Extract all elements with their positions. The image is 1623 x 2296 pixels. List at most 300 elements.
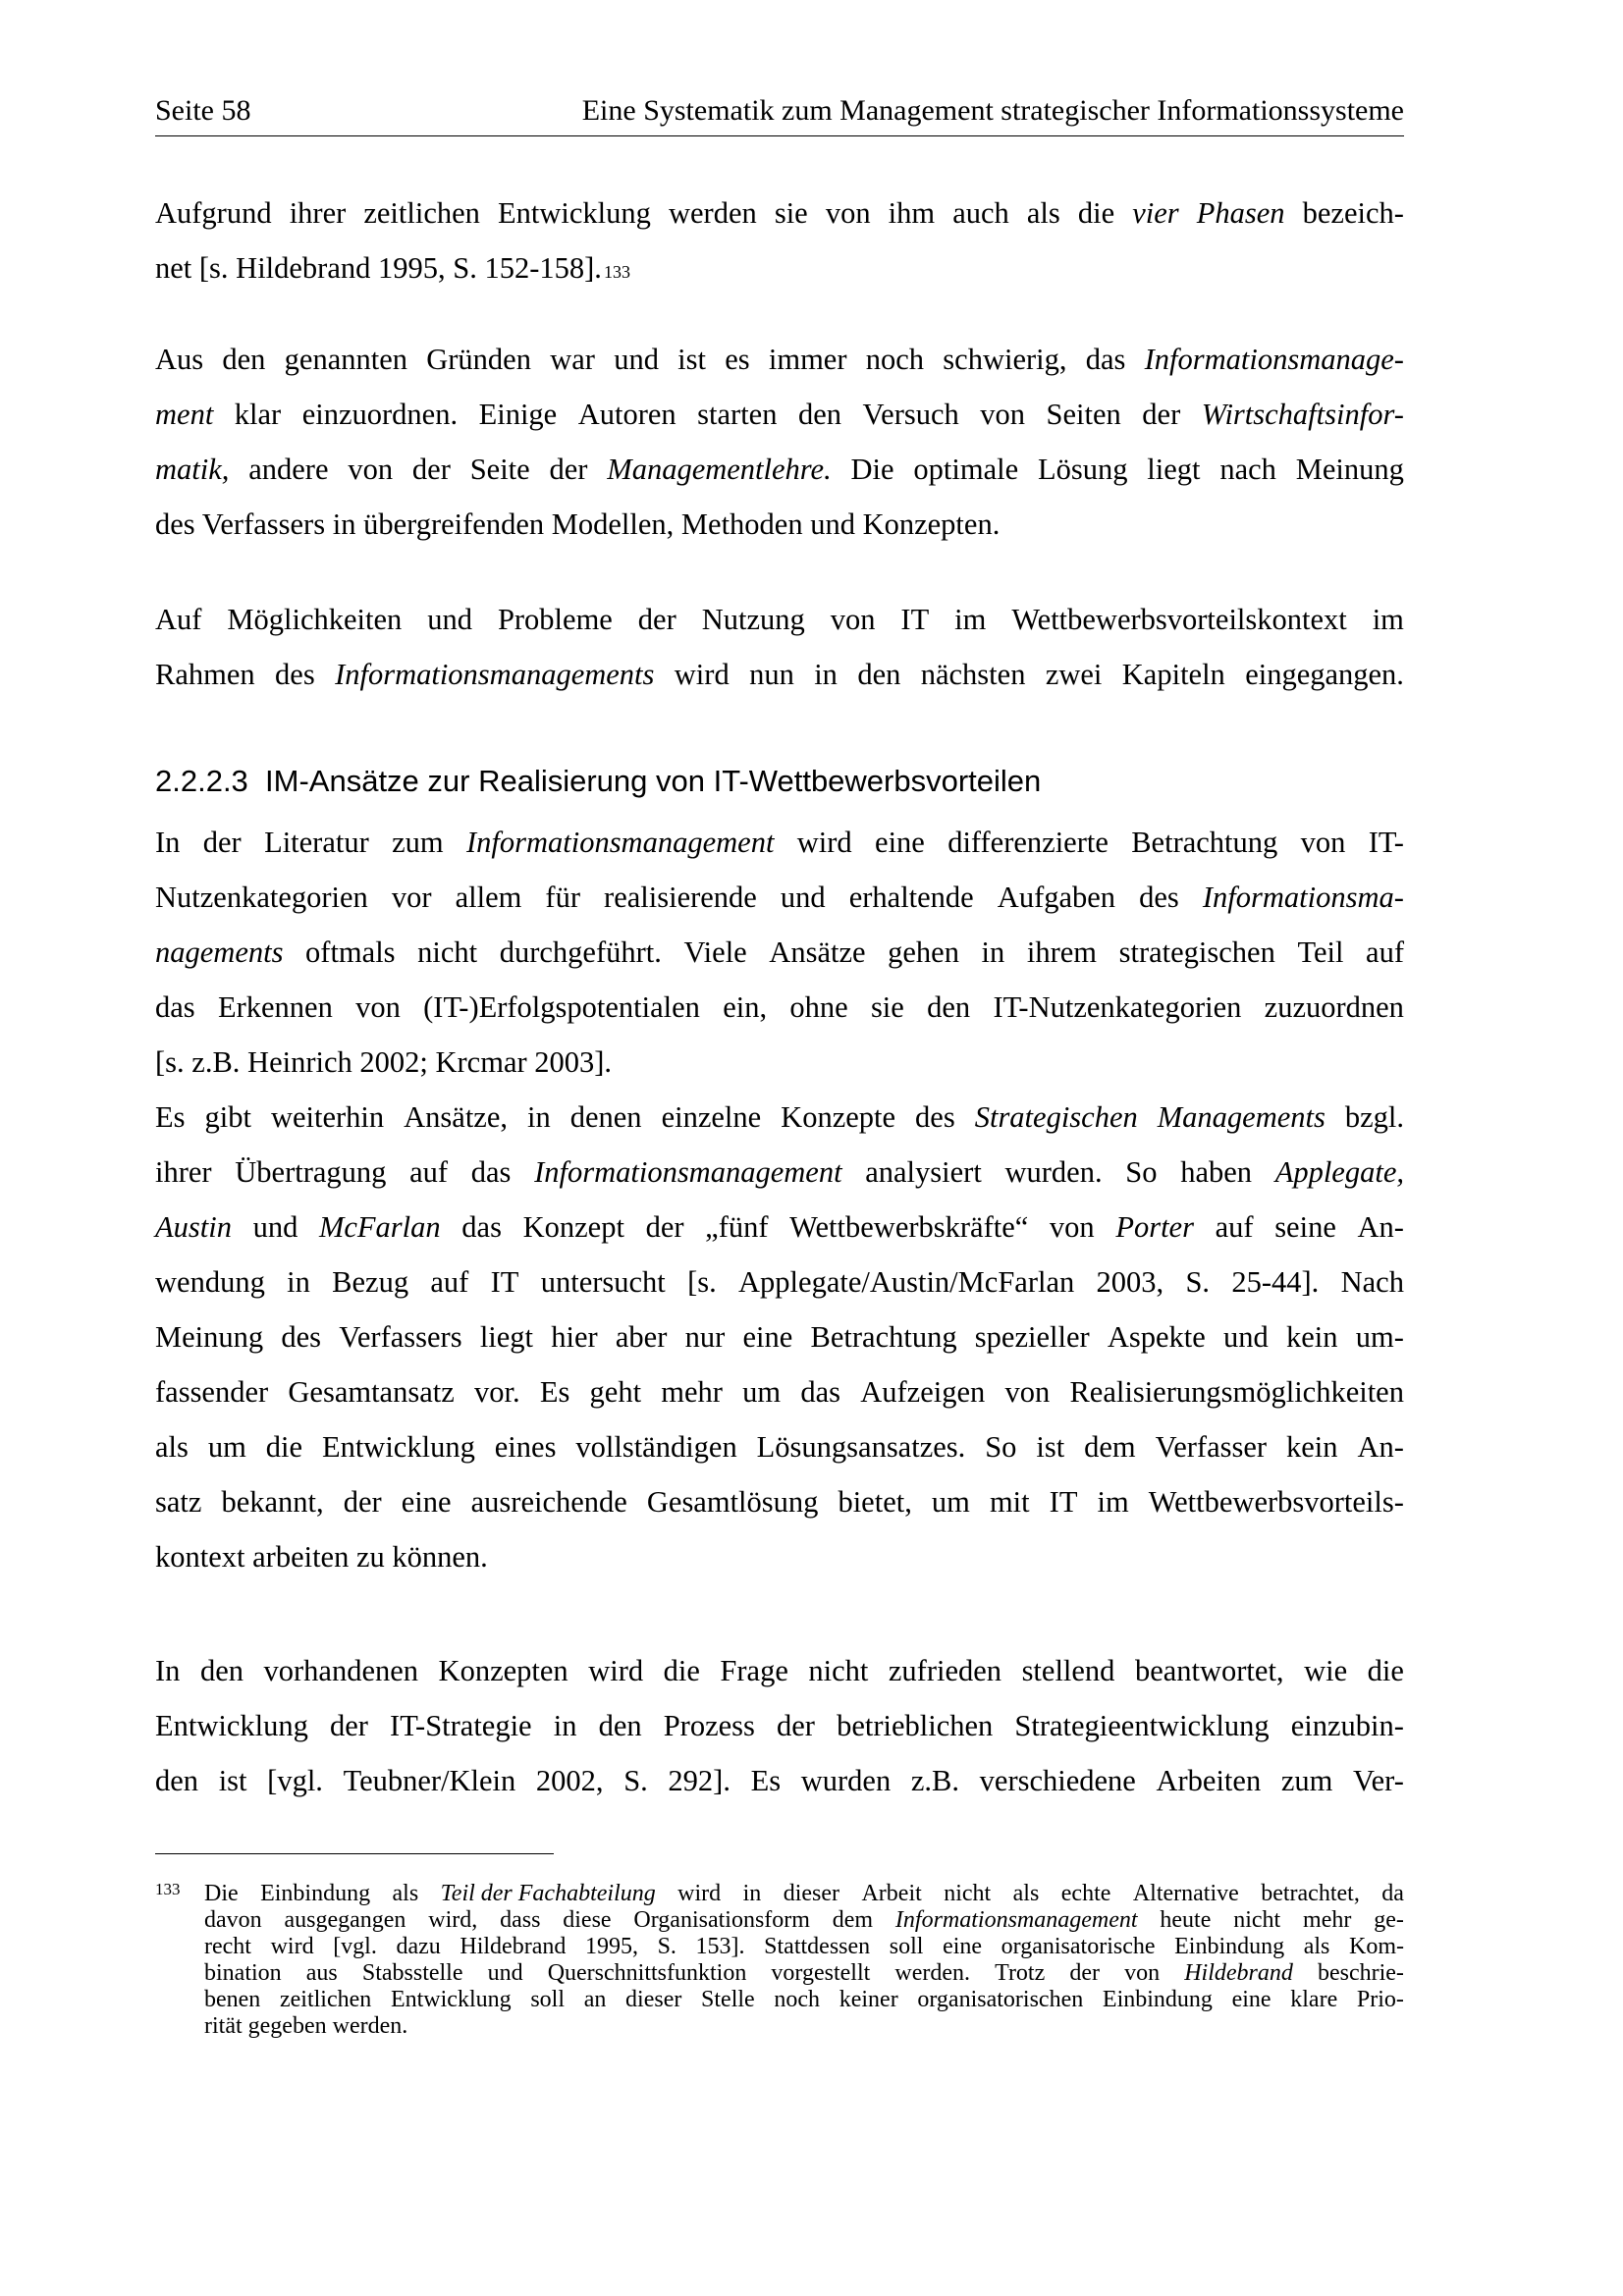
text-line	[155, 1309, 1404, 1364]
word: (IT-)Erfolgspotentialen	[423, 990, 700, 1024]
word: das	[155, 990, 195, 1024]
word: vollständigen	[575, 1430, 737, 1464]
word: arbeiten	[252, 1540, 350, 1574]
word: Ver-	[1353, 1764, 1404, 1797]
word: immer	[768, 343, 847, 376]
text-line	[204, 1934, 1404, 1960]
word: und	[780, 881, 826, 914]
word: Hildebrand	[236, 251, 371, 285]
word: von	[1124, 1960, 1161, 1986]
word: organisatorische	[1001, 1934, 1156, 1959]
word: wird	[588, 1654, 644, 1687]
word: um-	[1355, 1320, 1404, 1354]
word: dieser	[783, 1881, 840, 1906]
text-line	[155, 387, 1404, 442]
emphasis: Informationsmanagement	[534, 1155, 842, 1189]
word: auf	[430, 1265, 469, 1299]
word: organisatorischen	[917, 1987, 1084, 2012]
text-line	[155, 647, 1404, 702]
word: und	[614, 343, 659, 376]
word: Modellen,	[551, 507, 675, 541]
word: echte	[1060, 1881, 1111, 1906]
word: Möglichkeiten	[227, 603, 403, 636]
word: noch	[865, 343, 925, 376]
word: stellend	[1021, 1654, 1115, 1687]
word: ihrem	[1026, 935, 1098, 969]
word: soll	[530, 1987, 565, 2012]
word: vor	[391, 881, 432, 914]
word: optimale	[913, 453, 1019, 486]
word: und	[1223, 1320, 1269, 1354]
word: bzgl.	[1344, 1100, 1404, 1134]
word: Krcmar	[435, 1045, 527, 1079]
word: dem	[1084, 1430, 1136, 1464]
word: der	[637, 603, 676, 636]
word: das	[1085, 343, 1126, 376]
text-line	[155, 497, 1404, 552]
word: von	[355, 990, 401, 1024]
running-header	[155, 96, 1404, 136]
word: der	[549, 453, 588, 486]
word: auf	[1215, 1210, 1254, 1244]
word: wurden	[800, 1764, 892, 1797]
word: den	[155, 1764, 199, 1797]
text-line	[155, 1643, 1404, 1698]
word: das	[470, 1155, 512, 1189]
word: Meinung	[155, 1320, 264, 1354]
page-number: Seite 58	[155, 94, 251, 127]
word: Ansätze,	[404, 1100, 508, 1134]
word: erhaltende	[848, 881, 974, 914]
word: Entwicklung	[498, 196, 651, 230]
word: ist	[677, 343, 706, 376]
emphasis: Managements	[1157, 1100, 1325, 1134]
word: von	[1004, 1375, 1051, 1409]
word: net	[155, 251, 192, 285]
word: Konzepten	[438, 1654, 568, 1687]
word: Kapiteln	[1121, 658, 1225, 691]
word: 25-44].	[1231, 1265, 1320, 1299]
word: seine	[1274, 1210, 1336, 1244]
word: werden.	[332, 2013, 408, 2039]
word: eines	[494, 1430, 557, 1464]
word: wendung	[155, 1265, 265, 1299]
word: strategischen	[1118, 935, 1275, 969]
word: Betrachtung	[810, 1320, 957, 1354]
word: einzubin-	[1290, 1709, 1404, 1742]
word: eine	[875, 826, 925, 859]
word: Rahmen	[155, 658, 255, 691]
paragraph-5	[155, 1090, 1404, 1584]
word: Hildebrand	[460, 1934, 567, 1959]
word: S.	[623, 1764, 648, 1797]
word: rität	[204, 2013, 243, 2039]
paragraph-2	[155, 332, 1404, 552]
word: Arbeiten	[1156, 1764, 1262, 1797]
footnote-number: 133	[155, 1880, 181, 1898]
word: Viele	[683, 935, 747, 969]
word: zu	[355, 1540, 385, 1574]
word: auch	[952, 196, 1009, 230]
word: gegeben	[247, 2013, 327, 2039]
word: eine	[943, 1934, 983, 1959]
word: 2002;	[359, 1045, 428, 1079]
word: nach	[1219, 453, 1276, 486]
word: Nutzung	[701, 603, 805, 636]
word: Literatur	[264, 826, 369, 859]
text-line	[204, 1987, 1404, 2013]
word: Realisierungsmöglichkeiten	[1069, 1375, 1404, 1409]
word: den	[927, 990, 971, 1024]
word: Gründen	[426, 343, 531, 376]
word: Prozess	[663, 1709, 755, 1742]
word: Querschnittsfunktion	[547, 1960, 747, 1986]
word: aus	[305, 1960, 338, 1986]
word: Applegate/Austin/McFarlan	[738, 1265, 1075, 1299]
word: und	[252, 1210, 298, 1244]
word: von	[830, 603, 876, 636]
word: dazu	[396, 1934, 441, 1959]
word: keiner	[839, 1987, 898, 2012]
word: ausreichende	[470, 1485, 627, 1519]
word: genannten	[284, 343, 408, 376]
word: um	[931, 1485, 970, 1519]
word: Ansätze	[769, 935, 866, 969]
word: zum	[1280, 1764, 1333, 1797]
word: IT	[1049, 1485, 1078, 1519]
word: davon	[204, 1907, 262, 1933]
word: und	[810, 507, 855, 541]
text-line	[155, 1364, 1404, 1419]
word: nur	[684, 1320, 726, 1354]
word: war	[550, 343, 595, 376]
word: von	[980, 398, 1026, 431]
word: den	[857, 658, 901, 691]
text-line	[155, 1698, 1404, 1753]
word: im	[1097, 1485, 1129, 1519]
word: IT-Strategie	[390, 1709, 532, 1742]
word: im	[1372, 603, 1404, 636]
word: die	[1367, 1654, 1404, 1687]
word: zeitlichen	[363, 196, 480, 230]
text-line: net [s. Hildebrand 1995, S. 152-158]. 133	[155, 240, 1404, 295]
word: allem	[455, 881, 522, 914]
word: Seite	[469, 453, 530, 486]
word: wird	[270, 1934, 314, 1959]
word: als	[392, 1881, 419, 1906]
word: So	[1125, 1155, 1158, 1189]
word: von	[1049, 1210, 1095, 1244]
word: 1995,	[378, 251, 446, 285]
word: An-	[1357, 1210, 1404, 1244]
word: dem	[832, 1907, 874, 1933]
word: klare	[1290, 1987, 1338, 2012]
word: analysiert	[865, 1155, 982, 1189]
word: den	[199, 1654, 243, 1687]
emphasis: Porter	[1115, 1210, 1194, 1244]
word: wird	[674, 658, 730, 691]
word: durchgeführt.	[499, 935, 662, 969]
word: differenzierte	[947, 826, 1109, 859]
word: Es	[155, 1100, 186, 1134]
emphasis: Informationsmanagements	[335, 658, 655, 691]
word: zwei	[1045, 658, 1103, 691]
word: IT-Nutzenkategorien	[993, 990, 1242, 1024]
word: wird,	[428, 1907, 478, 1933]
emphasis: Austin	[155, 1210, 232, 1244]
word: Verfassers	[201, 507, 326, 541]
word: diese	[563, 1907, 612, 1933]
word: bezeich-	[1302, 196, 1404, 230]
word: Alternative	[1132, 1881, 1239, 1906]
emphasis: Hildebrand	[1184, 1960, 1293, 1986]
word: ihrer	[155, 1155, 212, 1189]
word: Seiten	[1046, 398, 1121, 431]
word: da	[1381, 1881, 1404, 1906]
word: kontext	[155, 1540, 245, 1574]
word: des	[275, 658, 315, 691]
word: nicht	[417, 935, 478, 969]
word: 2003].	[534, 1045, 613, 1079]
word: von	[348, 453, 394, 486]
word: 153].	[695, 1934, 745, 1959]
word: andere	[248, 453, 329, 486]
paragraph-4	[155, 815, 1404, 1090]
word: beantwortet,	[1134, 1654, 1284, 1687]
word: betrieblichen	[837, 1709, 994, 1742]
word: Methoden	[680, 507, 803, 541]
word: der	[645, 1210, 684, 1244]
word: Autoren	[577, 398, 676, 431]
word: und	[487, 1960, 523, 1986]
word: Kom-	[1349, 1934, 1404, 1959]
word: Aufzeigen	[860, 1375, 986, 1409]
word: als	[1026, 196, 1060, 230]
emphasis: Teil der Fachabteilung	[440, 1881, 656, 1906]
word: gibt	[204, 1100, 251, 1134]
word: weiterhin	[270, 1100, 385, 1134]
word: den	[598, 1709, 642, 1742]
emphasis: matik,	[155, 453, 230, 486]
word: 1995,	[584, 1934, 638, 1959]
word: als	[1303, 1934, 1330, 1959]
word: verschiedene	[979, 1764, 1136, 1797]
word: Erkennen	[217, 990, 333, 1024]
word: In	[155, 826, 181, 859]
word: Meinung	[1295, 453, 1404, 486]
text-line	[204, 1907, 1404, 1934]
word: Gesamtansatz	[288, 1375, 455, 1409]
word: Stattdessen	[764, 1934, 871, 1959]
word: z.B.	[191, 1045, 241, 1079]
word: fassender	[155, 1375, 269, 1409]
word: wie	[1304, 1654, 1348, 1687]
word: schwierig,	[943, 343, 1067, 376]
word: zum	[392, 826, 444, 859]
word: des	[915, 1100, 955, 1134]
text-line	[155, 1200, 1404, 1255]
word: eingegangen.	[1245, 658, 1404, 691]
word: vor.	[473, 1375, 520, 1409]
word: Aufgrund	[155, 196, 272, 230]
word: eine	[401, 1485, 452, 1519]
word: Verfasser	[1155, 1430, 1268, 1464]
text-line	[155, 442, 1404, 497]
text-line	[155, 815, 1404, 870]
word: soll	[889, 1934, 924, 1959]
text-line	[155, 1090, 1404, 1145]
emphasis: vier	[1132, 196, 1179, 230]
footnote-separator	[155, 1853, 554, 1854]
word: mehr	[1303, 1907, 1352, 1933]
word: für	[545, 881, 580, 914]
word: Wettbewerbskräfte“	[789, 1210, 1029, 1244]
word: wird	[677, 1881, 722, 1906]
word: Wettbewerbsvorteils-	[1148, 1485, 1404, 1519]
word: ist	[218, 1764, 247, 1797]
word: oftmals	[305, 935, 396, 969]
word: es	[725, 343, 750, 376]
word: ausgegangen	[284, 1907, 406, 1933]
word: Einbindung	[1102, 1987, 1213, 2012]
word: können.	[392, 1540, 488, 1574]
word: Nutzenkategorien	[155, 881, 368, 914]
word: noch	[774, 1987, 821, 2012]
word: Aspekte	[1107, 1320, 1206, 1354]
word: des	[1139, 881, 1179, 914]
word: sie	[774, 196, 808, 230]
word: ihrer	[289, 196, 347, 230]
word: Arbeit	[861, 1881, 922, 1906]
word: um	[742, 1375, 782, 1409]
paragraph-6	[155, 1643, 1404, 1808]
text-line	[155, 1419, 1404, 1474]
word: der	[202, 826, 242, 859]
word: einzelne	[661, 1100, 762, 1134]
word: benen	[204, 1987, 261, 2012]
text-line	[204, 2013, 1404, 2040]
word: Stelle	[701, 1987, 755, 2012]
word: nicht	[808, 1654, 869, 1687]
word: S.	[453, 251, 477, 285]
word: kein	[1285, 1430, 1338, 1464]
word: Konzepten.	[862, 507, 1001, 541]
word: IT	[900, 603, 930, 636]
word: Entwicklung	[390, 1987, 512, 2012]
text-line	[155, 592, 1404, 647]
word: 292].	[668, 1764, 730, 1797]
emphasis: nagements	[155, 935, 284, 969]
word: zeitlichen	[280, 1987, 372, 2012]
word: der	[1142, 398, 1181, 431]
word: eine	[1231, 1987, 1271, 2012]
word: werden.	[894, 1960, 971, 1986]
word: So	[985, 1430, 1017, 1464]
word: in	[287, 1265, 310, 1299]
word: ist	[1036, 1430, 1065, 1464]
word: übergreifenden	[363, 507, 545, 541]
text-line	[155, 1035, 1404, 1090]
word: Die	[204, 1881, 239, 1906]
word: Übertragung	[235, 1155, 387, 1189]
word: denen	[569, 1100, 642, 1134]
word: starten	[697, 398, 778, 431]
word: Es	[750, 1764, 782, 1797]
word: An-	[1357, 1430, 1404, 1464]
word: das	[800, 1375, 841, 1409]
section-heading: 2.2.2.3 IM-Ansätze zur Realisierung von IT-Wettbewerbsvorteilen	[155, 764, 1042, 798]
word: Versuch	[862, 398, 959, 431]
word: geht	[589, 1375, 642, 1409]
word: nicht	[944, 1881, 992, 1906]
word: satz	[155, 1485, 202, 1519]
text-line	[155, 1529, 1404, 1584]
word: Gesamtlösung	[646, 1485, 819, 1519]
emphasis: Applegate,	[1274, 1155, 1404, 1189]
word: betrachtet,	[1261, 1881, 1360, 1906]
running-title: Eine Systematik zum Management strategischer Informationssysteme	[581, 94, 1404, 127]
word: sie	[870, 990, 904, 1024]
word: mit	[989, 1485, 1030, 1519]
word: der	[777, 1709, 815, 1742]
word: Es	[539, 1375, 570, 1409]
word: IT-	[1368, 826, 1404, 859]
word: realisierende	[604, 881, 757, 914]
word: Frage	[720, 1654, 788, 1687]
word: im	[954, 603, 987, 636]
word: um	[207, 1430, 246, 1464]
word: auf	[409, 1155, 449, 1189]
emphasis: Informationsma-	[1202, 881, 1404, 914]
word: gehen	[888, 935, 959, 969]
word: Organisationsform	[633, 1907, 810, 1933]
word: Einbindung	[260, 1881, 371, 1906]
word: der	[411, 453, 451, 486]
word: 2002,	[535, 1764, 604, 1797]
word: werden	[668, 196, 757, 230]
word: Die	[850, 453, 894, 486]
word: Strategieentwicklung	[1014, 1709, 1270, 1742]
word: in	[814, 658, 838, 691]
word: 2003,	[1096, 1265, 1164, 1299]
text-line	[155, 1474, 1404, 1529]
word: Aus	[155, 343, 204, 376]
word: Einige	[478, 398, 558, 431]
word: Probleme	[497, 603, 613, 636]
word: das	[461, 1210, 502, 1244]
word: [s.	[198, 251, 229, 285]
word: Einbindung	[1174, 1934, 1285, 1959]
word: vorhandenen	[263, 1654, 419, 1687]
word: Betrachtung	[1131, 826, 1278, 859]
word: bination	[204, 1960, 282, 1986]
word: bietet,	[838, 1485, 912, 1519]
word: in	[981, 935, 1005, 969]
word: der	[343, 1485, 382, 1519]
word: Teil	[1297, 935, 1344, 969]
word: IT	[490, 1265, 519, 1299]
word: Nach	[1340, 1265, 1404, 1299]
word: liegt	[1147, 453, 1201, 486]
word: Trotz	[995, 1960, 1046, 1986]
word: beschrie-	[1317, 1960, 1404, 1986]
word: 152-158].	[484, 251, 602, 285]
word: In	[155, 1654, 181, 1687]
word: liegt	[479, 1320, 534, 1354]
word: der	[329, 1709, 368, 1742]
word: klar	[234, 398, 282, 431]
word: ohne	[789, 990, 848, 1024]
